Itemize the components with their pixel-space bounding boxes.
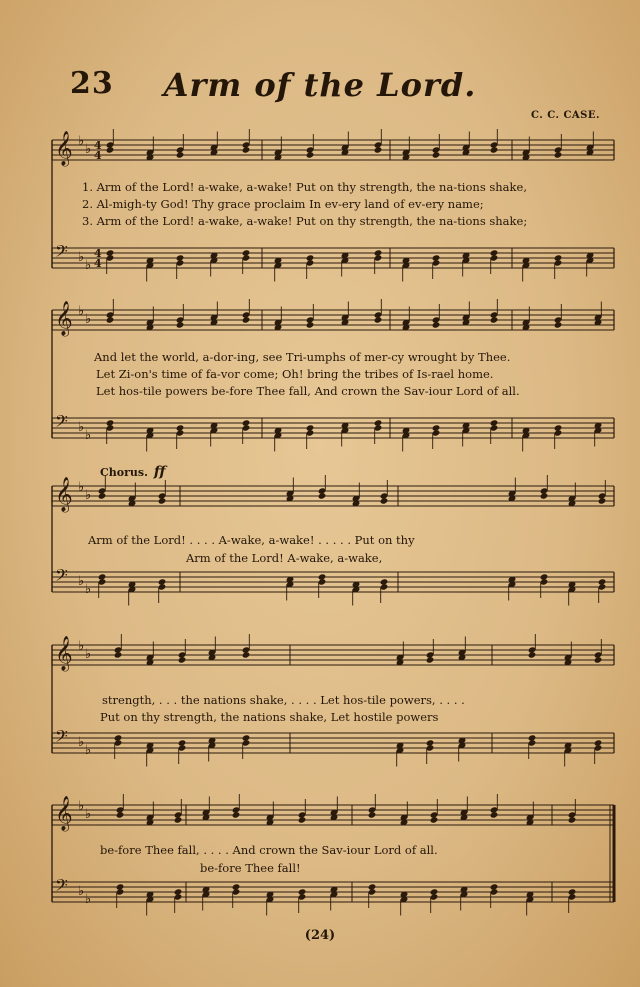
- notehead: [116, 811, 125, 818]
- bass-clef: 𝄢: [55, 726, 68, 750]
- flat-sign: ♭: [78, 799, 85, 814]
- notehead: [306, 151, 315, 158]
- chorus-line-2-lower: Put on thy strength, the nations shake, Let hostile powers: [100, 710, 439, 724]
- notehead: [242, 146, 251, 153]
- chorus-label-text: Chorus.: [100, 466, 148, 479]
- notehead: [178, 656, 187, 663]
- notehead: [106, 146, 115, 153]
- notehead: [426, 656, 435, 663]
- flat-sign: ♭: [78, 420, 85, 435]
- flat-sign: ♭: [78, 134, 85, 149]
- verse-3-line-1: 3. Arm of the Lord! a-wake, a-wake! Put on thy strength, the na-tions shake;: [82, 214, 528, 228]
- flat-sign: ♭: [85, 142, 92, 157]
- chorus-line-3-lower: be-fore Thee fall!: [200, 861, 301, 875]
- flat-sign: ♭: [85, 647, 92, 662]
- notehead: [374, 146, 383, 153]
- flat-sign: ♭: [78, 735, 85, 750]
- notehead: [158, 497, 167, 504]
- flat-sign: ♭: [85, 892, 92, 907]
- notehead: [298, 816, 307, 823]
- notehead: [540, 492, 549, 499]
- notehead: [106, 316, 115, 323]
- notehead: [242, 316, 251, 323]
- treble-clef: 𝄞: [55, 636, 73, 671]
- notehead: [554, 321, 563, 328]
- bass-time-signature: 4: [94, 247, 102, 260]
- bass-clef: 𝄢: [55, 241, 68, 265]
- hymn-number: 23: [70, 66, 114, 101]
- notehead: [490, 146, 499, 153]
- notehead: [432, 321, 441, 328]
- flat-sign: ♭: [85, 743, 92, 758]
- notehead: [554, 151, 563, 158]
- flat-sign: ♭: [78, 304, 85, 319]
- notehead: [306, 321, 315, 328]
- treble-time-signature: 4: [94, 149, 102, 162]
- flat-sign: ♭: [85, 312, 92, 327]
- notehead: [598, 497, 607, 504]
- chorus-label: [100, 464, 166, 480]
- composer-credit: C. C. CASE.: [530, 110, 600, 121]
- verse-3-line-2: Let hos-tile powers be-fore Thee fall, And crown the Sav-iour Lord of all.: [96, 384, 520, 398]
- chorus-line-1-lower: Arm of the Lord! A-wake, a-wake,: [186, 551, 383, 565]
- notehead: [490, 316, 499, 323]
- notehead: [528, 651, 537, 658]
- notehead: [176, 151, 185, 158]
- flat-sign: ♭: [78, 639, 85, 654]
- notehead: [242, 651, 251, 658]
- chorus-line-3-upper: be-fore Thee fall, . . . . And crown the Sav-iour Lord of all.: [100, 843, 438, 857]
- notehead: [374, 316, 383, 323]
- notehead: [490, 811, 499, 818]
- flat-sign: ♭: [85, 428, 92, 443]
- treble-clef: 𝄞: [55, 301, 73, 336]
- notehead: [98, 492, 107, 499]
- notehead: [174, 816, 183, 823]
- notehead: [568, 816, 577, 823]
- flat-sign: ♭: [85, 582, 92, 597]
- flat-sign: ♭: [85, 258, 92, 273]
- notehead: [380, 497, 389, 504]
- dynamic-marking: ff: [153, 464, 166, 480]
- bass-time-signature: 4: [94, 257, 102, 270]
- flat-sign: ♭: [85, 488, 92, 503]
- notehead: [432, 151, 441, 158]
- flat-sign: ♭: [78, 884, 85, 899]
- flat-sign: ♭: [85, 807, 92, 822]
- verse-1-line-2: And let the world, a-dor-ing, see Tri-umphs of mer-cy wrought by Thee.: [94, 350, 511, 364]
- chorus-line-1-upper: Arm of the Lord! . . . . A-wake, a-wake! . . . . . Put on thy: [88, 533, 415, 547]
- hymn-title: Arm of the Lord.: [163, 66, 477, 104]
- notehead: [594, 656, 603, 663]
- bass-clef: 𝄢: [55, 565, 68, 589]
- chorus-line-2-upper: strength, . . . the nations shake, . . . . Let hos-tile powers, . . . .: [102, 693, 465, 707]
- verse-1-line-1: 1. Arm of the Lord! a-wake, a-wake! Put on thy strength, the na-tions shake,: [82, 180, 527, 194]
- flat-sign: ♭: [78, 250, 85, 265]
- verse-2-line-1: 2. Al-migh-ty God! Thy grace proclaim In ev-ery land of ev-ery name;: [82, 197, 484, 211]
- treble-clef: 𝄞: [55, 796, 73, 831]
- notehead: [114, 651, 123, 658]
- treble-clef: 𝄞: [55, 131, 73, 166]
- notehead: [232, 811, 241, 818]
- notehead: [318, 492, 327, 499]
- bass-clef: 𝄢: [55, 411, 68, 435]
- notehead: [176, 321, 185, 328]
- page-number: (24): [304, 928, 336, 943]
- verse-2-line-2: Let Zi-on's time of fa-vor come; Oh! bring the tribes of Is-rael home.: [96, 367, 494, 381]
- flat-sign: ♭: [78, 574, 85, 589]
- flat-sign: ♭: [78, 480, 85, 495]
- notehead: [368, 811, 377, 818]
- notehead: [430, 816, 439, 823]
- treble-clef: 𝄞: [55, 477, 73, 512]
- treble-time-signature: 4: [94, 139, 102, 152]
- bass-clef: 𝄢: [55, 875, 68, 899]
